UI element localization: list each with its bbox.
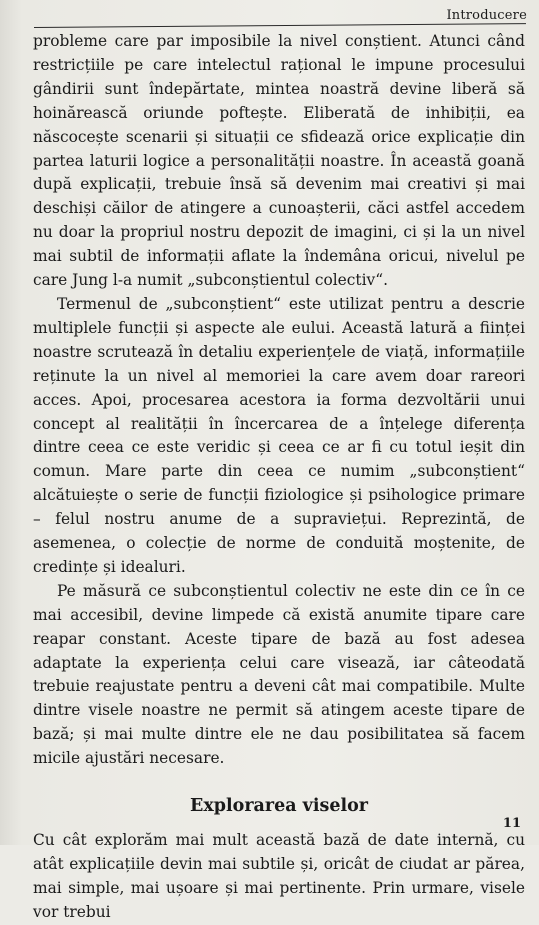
paragraph-exploring-dreams: Cu cât explorăm mai mult această bază de date internă, cu atât explicațiile devin mai subtile și, oricât de ciudat ar părea, mai simple, mai ușoare și mai pertinente. Prin urmare, visele vor trebui — [33, 831, 525, 921]
section-heading: Explorarea viselor — [189, 796, 369, 817]
paragraph-collective-patterns: Pe măsură ce subconștientul colectiv ne este din ce în ce mai accesibil, devine limpede că există anumite tipare care reapar constant. Aceste tipare de bază au fost adesea adaptate la experiența celui care visează, iar câteodată trebuie reajustate pentru a deveni cât mai compatibile. Multe dintre visele noastre ne permit să atingem aceste tipare de bază; și mai multe dintre ele ne dau posibilitatea să facem micile ajustări necesare. — [33, 581, 525, 768]
header-rule — [34, 23, 526, 28]
paragraph-subconscious-definition: Termenul de „subconștient“ este utilizat pentru a descrie multiplele funcții și aspecte ale eului. Această latură a ființei noastre scrutează în detaliu experiențele de viață, informațiile reținute la un nivel al memoriei la care avem doar rareori acces. Apoi, procesarea acestora ia forma dezvoltării unui concept al realității în încercarea de a înțelege diferența dintre ceea ce este veridic și ceea ce ar fi cu totul ieșit din comun. Mare parte din ceea ce numim „subconștient“ alcătuiește o serie de funcții fiziologice și psihologice primare – felul nostru anume de a supraviețui. Reprezintă, de asemenea, o colecție de norme de conduită moștenite, de credințe și idealuri. — [33, 294, 525, 576]
paragraph-continued: probleme care par imposibile la nivel conștient. Atunci când restricțiile pe care intelectul rațional le impune procesului gândirii sunt îndepărtate, mintea noastră devine liberă să hoinărească oriunde poftește. Eliberată de inhibiții, ea născocește scenarii și situații ce sfidează orice explicație din partea laturii logice a personalității noastre. În această goană după explicații, trebuie însă să devenim mai creativi și mai deschiși căilor de atingere a cunoașterii, căci astfel accedem nu doar la propriul nostru depozit de imagini, ci și la un nivel mai subtil de informații aflate la îndemâna oricui, nivelul pe care Jung l-a numit „subconștientul colectiv“. — [33, 32, 525, 290]
page-body — [33, 30, 525, 925]
running-header-title: Introducere — [446, 8, 527, 23]
page-number: 11 — [502, 816, 521, 831]
